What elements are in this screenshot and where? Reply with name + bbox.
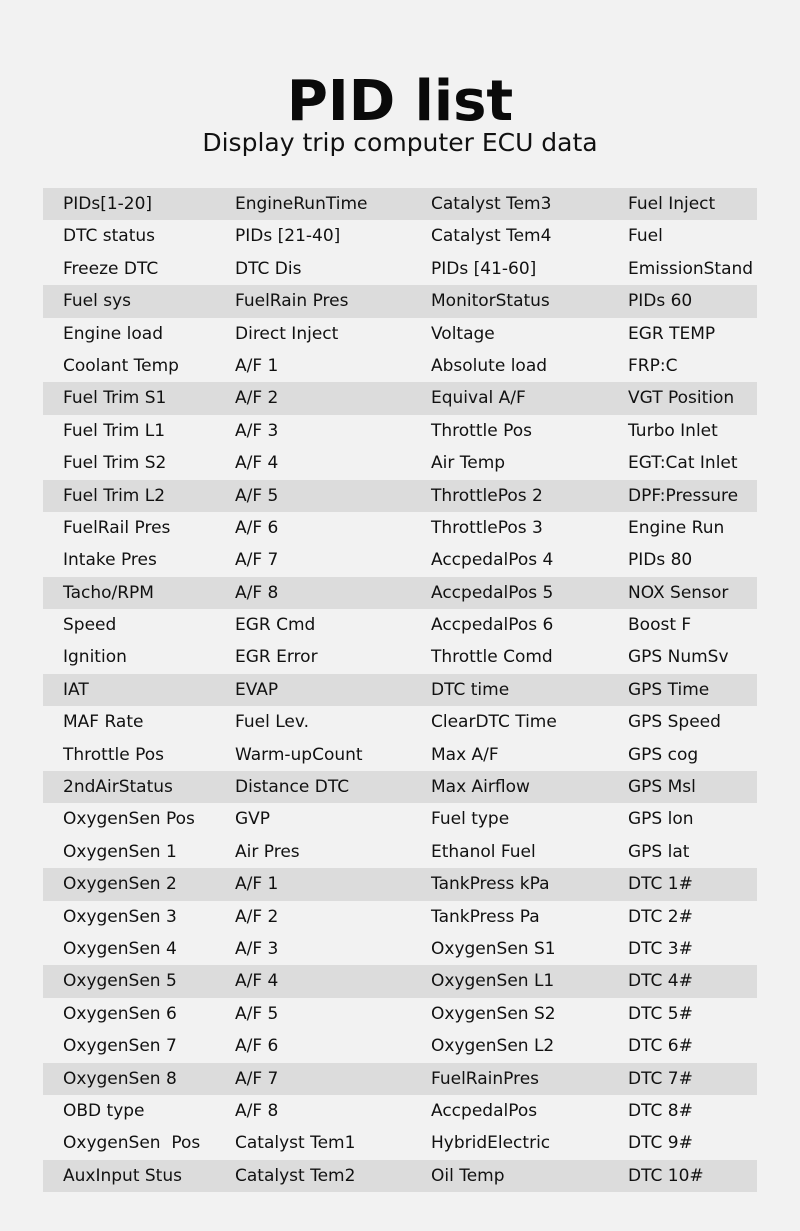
table-row xyxy=(43,253,757,285)
table-cell: MonitorStatus xyxy=(431,291,550,312)
table-row xyxy=(43,318,757,350)
table-cell: Distance DTC xyxy=(235,777,350,798)
table-cell: OxygenSen Pos xyxy=(63,809,195,830)
table-cell: A/F 1 xyxy=(235,874,279,895)
table-cell: OxygenSen 6 xyxy=(63,1003,177,1024)
table-row xyxy=(43,188,757,220)
table-cell: Equival A/F xyxy=(431,388,526,409)
table-cell: DTC status xyxy=(63,226,155,247)
table-cell: A/F 4 xyxy=(235,971,279,992)
table-cell: EGR Cmd xyxy=(235,615,316,636)
table-row xyxy=(43,1160,757,1192)
table-cell: EGR Error xyxy=(235,647,318,668)
table-cell: DTC 3# xyxy=(628,938,693,959)
table-cell: Fuel type xyxy=(431,809,510,830)
table-cell: Fuel Trim L1 xyxy=(63,420,166,441)
table-cell: Ethanol Fuel xyxy=(431,841,536,862)
table-row xyxy=(43,965,757,997)
table-row xyxy=(43,641,757,673)
table-cell: GVP xyxy=(235,809,271,830)
table-cell: PIDs [21-40] xyxy=(235,226,341,247)
table-cell: EVAP xyxy=(235,679,279,700)
table-cell: Throttle Pos xyxy=(431,420,532,441)
table-cell: A/F 2 xyxy=(235,388,279,409)
table-cell: OxygenSen L1 xyxy=(431,971,555,992)
table-cell: OxygenSen L2 xyxy=(431,1036,555,1057)
table-row xyxy=(43,512,757,544)
table-cell: OxygenSen 1 xyxy=(63,841,177,862)
table-cell: GPS lat xyxy=(628,841,690,862)
table-cell: OxygenSen S1 xyxy=(431,938,556,959)
table-cell: DPF:Pressure xyxy=(628,485,739,506)
table-cell: AccpedalPos xyxy=(431,1100,538,1121)
table-cell: Ignition xyxy=(63,647,127,668)
table-cell: Fuel Trim S2 xyxy=(63,453,167,474)
table-cell: Air Pres xyxy=(235,841,300,862)
table-row xyxy=(43,1030,757,1062)
table-cell: EmissionStand xyxy=(628,258,754,279)
table-cell: Catalyst Tem3 xyxy=(431,194,552,214)
table-cell: AccpedalPos 4 xyxy=(431,550,554,571)
table-row xyxy=(43,285,757,317)
table-cell: VGT Position xyxy=(628,388,735,409)
table-cell: NOX Sensor xyxy=(628,582,729,603)
table-cell: DTC 9# xyxy=(628,1133,693,1154)
table-cell: Fuel Trim S1 xyxy=(63,388,167,409)
table-cell: Throttle Pos xyxy=(63,744,164,765)
table-row xyxy=(43,998,757,1030)
table-cell: Absolute load xyxy=(431,355,548,376)
table-cell: IAT xyxy=(63,679,89,700)
table-cell: OxygenSen Pos xyxy=(63,1133,201,1154)
pid-table xyxy=(43,188,757,1192)
table-cell: Warm-upCount xyxy=(235,744,363,765)
table-cell: FRP:C xyxy=(628,355,678,376)
table-row xyxy=(43,1095,757,1127)
table-cell: DTC time xyxy=(431,679,510,700)
table-cell: GPS lon xyxy=(628,809,694,830)
table-cell: Coolant Temp xyxy=(63,355,179,376)
table-cell: GPS Time xyxy=(628,679,710,700)
table-cell: EGT:Cat Inlet xyxy=(628,453,738,474)
table-row xyxy=(43,447,757,479)
table-cell: ClearDTC Time xyxy=(431,712,557,733)
table-cell: AccpedalPos 6 xyxy=(431,615,554,636)
table-cell: MAF Rate xyxy=(63,712,144,733)
table-row xyxy=(43,544,757,576)
table-cell: A/F 3 xyxy=(235,938,279,959)
table-cell: Engine Run xyxy=(628,517,725,538)
table-cell: A/F 3 xyxy=(235,420,279,441)
table-cell: DTC 4# xyxy=(628,971,693,992)
table-cell: HybridElectric xyxy=(431,1133,551,1154)
table-cell: A/F 8 xyxy=(235,1100,279,1121)
table-row xyxy=(43,1063,757,1095)
table-cell: Oil Temp xyxy=(431,1165,505,1186)
table-cell: Catalyst Tem4 xyxy=(431,226,552,247)
table-row xyxy=(43,674,757,706)
table-cell: OxygenSen 7 xyxy=(63,1036,177,1057)
table-cell: Direct Inject xyxy=(235,323,339,344)
table-row xyxy=(43,415,757,447)
table-cell: Boost F xyxy=(628,615,692,636)
table-row xyxy=(43,609,757,641)
table-cell: FuelRainPres xyxy=(431,1068,540,1089)
page-subtitle: Display trip computer ECU data xyxy=(202,128,598,157)
table-cell: A/F 4 xyxy=(235,453,279,474)
table-cell: TankPress Pa xyxy=(431,906,540,927)
table-row xyxy=(43,220,757,252)
table-cell: OxygenSen 8 xyxy=(63,1068,177,1089)
table-cell: PIDs [41-60] xyxy=(431,258,537,279)
table-cell: GPS Msl xyxy=(628,777,696,798)
table-cell: Intake Pres xyxy=(63,550,157,571)
table-cell: A/F 5 xyxy=(235,1003,279,1024)
table-cell: OBD type xyxy=(63,1100,145,1121)
table-cell: A/F 6 xyxy=(235,517,279,538)
table-row xyxy=(43,836,757,868)
table-cell: FuelRail Pres xyxy=(63,517,171,538)
table-row xyxy=(43,739,757,771)
page-title: PID list xyxy=(286,69,514,134)
table-cell: Freeze DTC xyxy=(63,258,159,279)
table-cell: Fuel xyxy=(628,226,663,247)
table-cell: GPS NumSv xyxy=(628,647,729,668)
table-cell: DTC 1# xyxy=(628,874,693,895)
table-cell: A/F 7 xyxy=(235,550,279,571)
table-cell: GPS cog xyxy=(628,744,699,765)
table-cell: Throttle Comd xyxy=(431,647,553,668)
table-cell: Voltage xyxy=(431,323,495,344)
table-cell: AuxInput Stus xyxy=(63,1165,182,1186)
table-cell: Catalyst Tem1 xyxy=(235,1133,356,1154)
table-row xyxy=(43,868,757,900)
table-cell: EngineRunTime xyxy=(235,194,368,214)
table-cell: A/F 7 xyxy=(235,1068,279,1089)
table-row xyxy=(43,803,757,835)
table-cell: A/F 1 xyxy=(235,355,279,376)
table-cell: ThrottlePos 3 xyxy=(431,517,543,538)
table-cell: DTC 8# xyxy=(628,1100,693,1121)
table-cell: Max Airflow xyxy=(431,777,530,798)
table-cell: PIDs 80 xyxy=(628,550,693,571)
table-cell: A/F 5 xyxy=(235,485,279,506)
table-cell: A/F 2 xyxy=(235,906,279,927)
table-cell: Air Temp xyxy=(431,453,506,474)
table-cell: DTC 2# xyxy=(628,906,693,927)
table-cell: Speed xyxy=(63,615,117,636)
table-cell: A/F 8 xyxy=(235,582,279,603)
table-row xyxy=(43,901,757,933)
table-cell: EGR TEMP xyxy=(628,323,716,344)
table-cell: PIDs[1-20] xyxy=(63,194,153,214)
table-row xyxy=(43,933,757,965)
table-cell: DTC 5# xyxy=(628,1003,693,1024)
table-cell: ThrottlePos 2 xyxy=(431,485,543,506)
table-cell: DTC Dis xyxy=(235,258,302,279)
table-cell: GPS Speed xyxy=(628,712,721,733)
table-row xyxy=(43,350,757,382)
table-row xyxy=(43,706,757,738)
table-cell: AccpedalPos 5 xyxy=(431,582,554,603)
table-cell: Tacho/RPM xyxy=(63,582,154,603)
table-cell: OxygenSen 5 xyxy=(63,971,177,992)
table-cell: Fuel Lev. xyxy=(235,712,309,733)
table-cell: Turbo Inlet xyxy=(628,420,718,441)
table-cell: Fuel Trim L2 xyxy=(63,485,166,506)
table-row xyxy=(43,577,757,609)
table-cell: TankPress kPa xyxy=(431,874,550,895)
table-cell: OxygenSen 3 xyxy=(63,906,177,927)
table-cell: DTC 6# xyxy=(628,1036,693,1057)
table-cell: OxygenSen 2 xyxy=(63,874,177,895)
table-cell: FuelRain Pres xyxy=(235,291,349,312)
table-cell: OxygenSen 4 xyxy=(63,938,177,959)
table-cell: Fuel Inject xyxy=(628,194,716,214)
table-row xyxy=(43,480,757,512)
table-row xyxy=(43,382,757,414)
table-cell: PIDs 60 xyxy=(628,291,693,312)
table-row xyxy=(43,771,757,803)
table-cell: Catalyst Tem2 xyxy=(235,1165,356,1186)
table-cell: OxygenSen S2 xyxy=(431,1003,556,1024)
table-cell: Max A/F xyxy=(431,744,499,765)
table-cell: Engine load xyxy=(63,323,163,344)
table-cell: 2ndAirStatus xyxy=(63,777,173,798)
table-cell: Fuel sys xyxy=(63,291,131,312)
table-row xyxy=(43,1127,757,1159)
table-cell: DTC 7# xyxy=(628,1068,693,1089)
table-cell: A/F 6 xyxy=(235,1036,279,1057)
table-cell: DTC 10# xyxy=(628,1165,704,1186)
